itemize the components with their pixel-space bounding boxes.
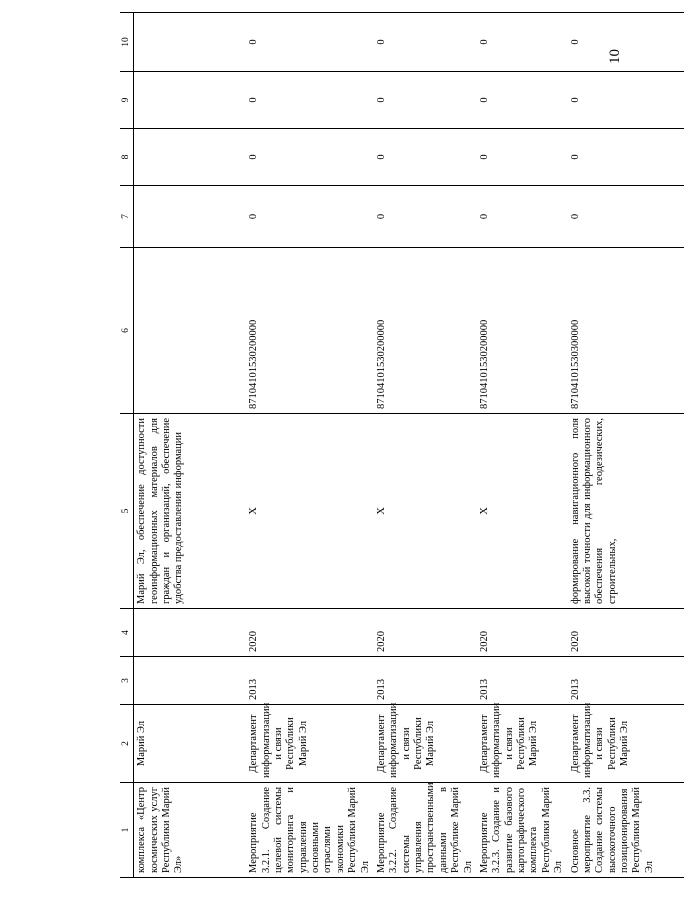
value-cell [134, 72, 247, 129]
budget-code-cell [134, 248, 247, 414]
measure-name-cell: Мероприятие 3.2.1. Создание целевой системы мониторинга и управления основными отраслями экономики Республики Марий Эл [246, 783, 374, 878]
value-cell: 0 [568, 186, 684, 248]
budget-code-cell: 87104101530300000 [568, 248, 684, 414]
program-table [120, 12, 684, 878]
start-year-cell: 2013 [374, 657, 477, 705]
page-number: 10 [607, 49, 623, 64]
start-year-cell: 2013 [568, 657, 684, 705]
col-header-7: 7 [120, 186, 134, 248]
start-year-cell: 2013 [477, 657, 568, 705]
start-year-cell: 2013 [246, 657, 374, 705]
value-cell: 0 [477, 129, 568, 186]
value-cell: 0 [246, 129, 374, 186]
result-cell: Марий Эл, обеспечение доступности геоинформационных материалов для граждан и организаций, обеспечение удобства предоставления информации [134, 414, 247, 609]
col-header-2: 2 [120, 705, 134, 783]
table-row [134, 13, 247, 878]
executor-cell: Департамент информатизации и связи Республики Марий Эл [246, 705, 374, 783]
measure-name-cell: Мероприятие 3.2.2. Создание системы управления пространственными данными в Республике Марий Эл [374, 783, 477, 878]
measure-name-cell: комплекса «Центр космических услуг Республики Марий Эл» [134, 783, 247, 878]
value-cell: 0 [568, 72, 684, 129]
result-cell: X [374, 414, 477, 609]
executor-cell: Департамент информатизации и связи Республики Марий Эл [374, 705, 477, 783]
end-year-cell: 2020 [568, 609, 684, 657]
value-cell: 0 [246, 186, 374, 248]
value-cell: 0 [374, 13, 477, 72]
col-header-1: 1 [120, 783, 134, 878]
table-row [568, 13, 684, 878]
value-cell: 0 [477, 186, 568, 248]
budget-code-cell: 87104101530200000 [246, 248, 374, 414]
column-number-row [120, 13, 134, 878]
value-cell: 0 [374, 129, 477, 186]
table-row [477, 13, 568, 878]
rotated-table-container [120, 13, 655, 878]
value-cell: 0 [477, 13, 568, 72]
col-header-6: 6 [120, 248, 134, 414]
col-header-8: 8 [120, 129, 134, 186]
col-header-10: 10 [120, 13, 134, 72]
value-cell: 0 [374, 72, 477, 129]
table-row [374, 13, 477, 878]
end-year-cell: 2020 [477, 609, 568, 657]
measure-name-cell: Основное мероприятие 3.3. Создание системы высокоточного позиционирования Республики Марий Эл [568, 783, 684, 878]
result-cell: X [477, 414, 568, 609]
col-header-9: 9 [120, 72, 134, 129]
value-cell [134, 13, 247, 72]
budget-code-cell: 87104101530200000 [374, 248, 477, 414]
col-header-3: 3 [120, 657, 134, 705]
value-cell: 0 [477, 72, 568, 129]
executor-cell: Департамент информатизации и связи Республики Марий Эл [568, 705, 684, 783]
value-cell: 0 [246, 13, 374, 72]
value-cell: 0 [568, 13, 684, 72]
end-year-cell: 2020 [246, 609, 374, 657]
value-cell: 0 [246, 72, 374, 129]
result-cell: X [246, 414, 374, 609]
value-cell: 0 [568, 129, 684, 186]
value-cell: 0 [374, 186, 477, 248]
executor-cell: Департамент информатизации и связи Республики Марий Эл [477, 705, 568, 783]
measure-name-cell: Мероприятие 3.2.3. Создание и развитие базового картографического комплекта Республики Марий Эл [477, 783, 568, 878]
executor-cell: Марий Эл [134, 705, 247, 783]
table-row [246, 13, 374, 878]
end-year-cell [134, 609, 247, 657]
value-cell [134, 129, 247, 186]
start-year-cell [134, 657, 247, 705]
col-header-4: 4 [120, 609, 134, 657]
col-header-5: 5 [120, 414, 134, 609]
budget-code-cell: 87104101530200000 [477, 248, 568, 414]
value-cell [134, 186, 247, 248]
result-cell: формирование навигационного поля высокой точности для информационного обеспечения геодезических, строительных, [568, 414, 684, 609]
end-year-cell: 2020 [374, 609, 477, 657]
